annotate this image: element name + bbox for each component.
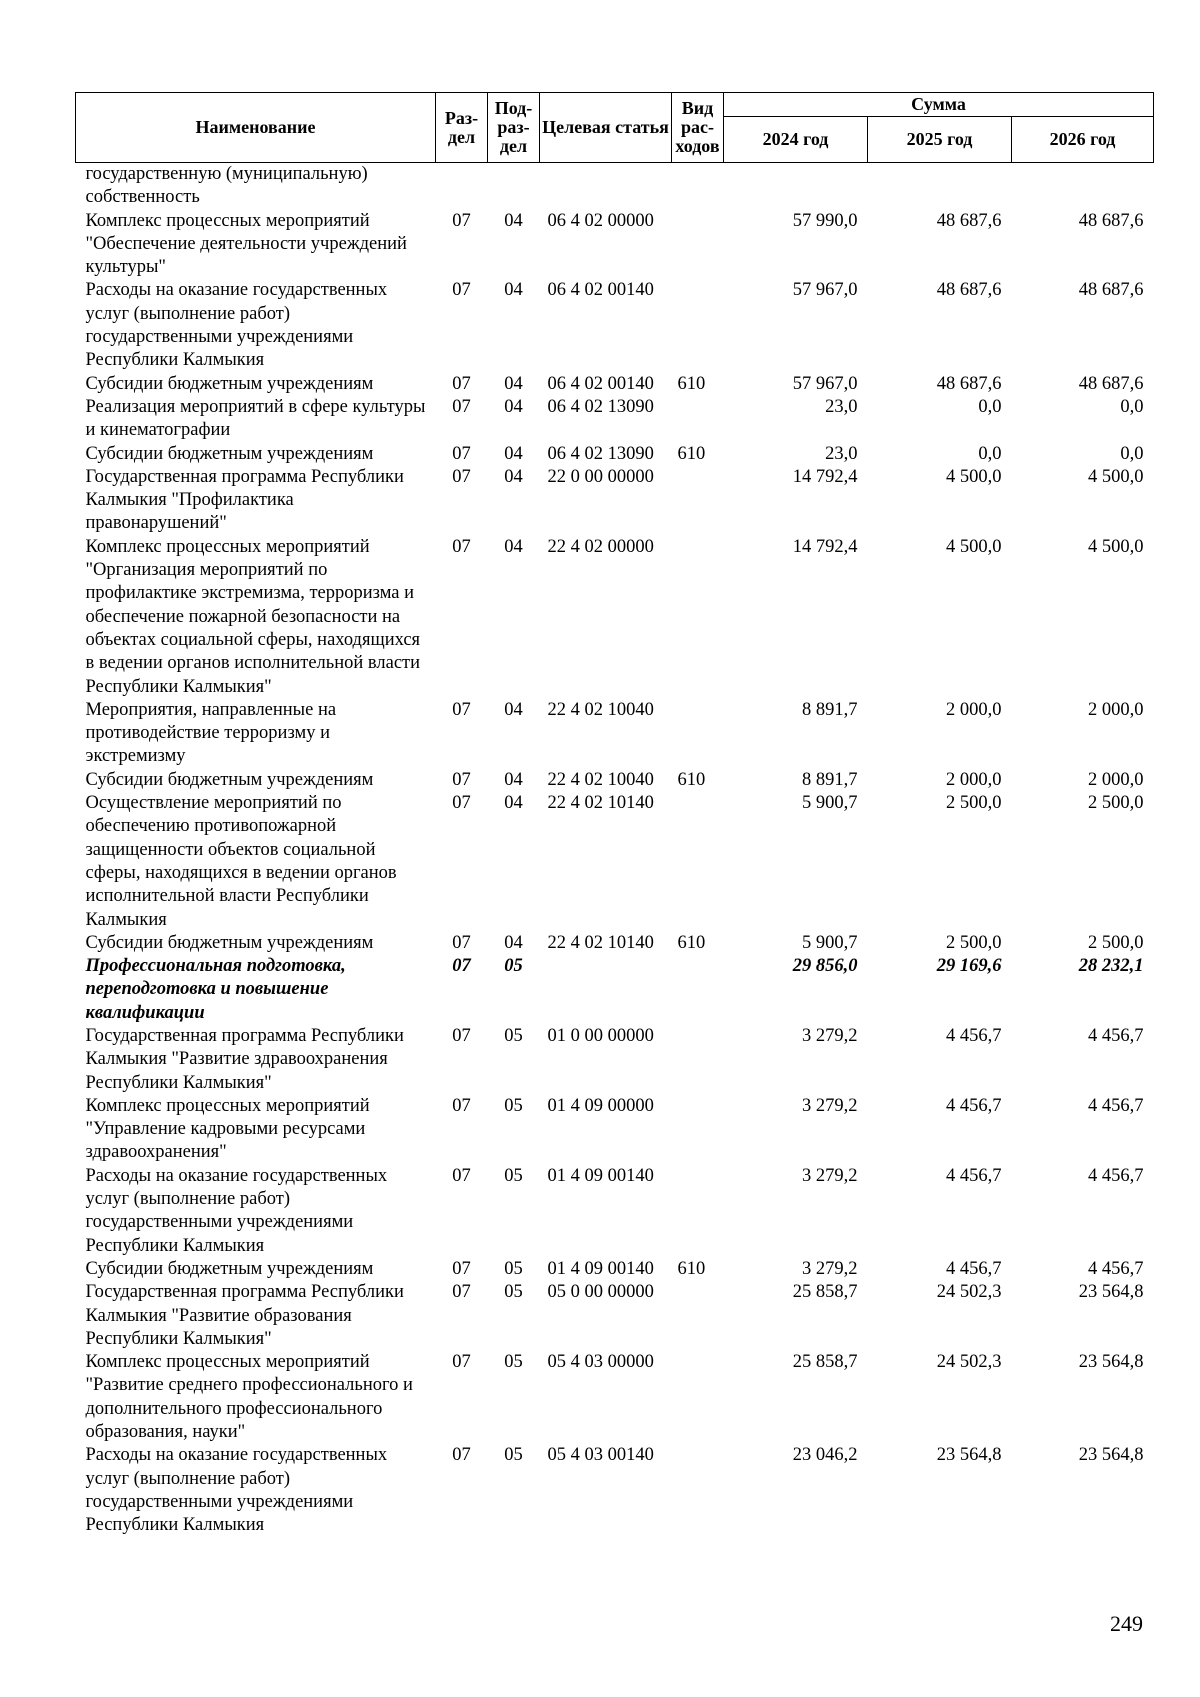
row-celevaya-statya: 22 4 02 00000 — [547, 536, 654, 557]
row-name: государственную (муниципальную) собственность — [85, 164, 368, 208]
row-sum-2026: 23 564,8 — [1078, 1352, 1144, 1373]
table-row — [76, 699, 1154, 769]
budget-table — [75, 92, 1154, 1538]
row-name: Профессиональная подготовка, переподготовка и повышение квалификации — [85, 956, 346, 1023]
row-sum-2024: 3 279,2 — [802, 1258, 858, 1279]
row-celevaya-statya: 22 0 00 00000 — [547, 466, 654, 487]
table-row — [76, 210, 1154, 280]
row-name: Субсидии бюджетным учреждениям — [85, 373, 374, 394]
row-razdel: 07 — [452, 536, 471, 557]
table-row — [76, 955, 1154, 1025]
header-year-2025: 2025 год — [868, 117, 1012, 163]
row-podrazdel: 05 — [504, 1095, 523, 1116]
row-vid-rashodov — [672, 1095, 724, 1165]
row-celevaya-statya — [540, 955, 672, 1025]
row-podrazdel: 04 — [504, 443, 523, 464]
row-sum-2025: 4 456,7 — [946, 1025, 1002, 1046]
row-vid-rashodov — [672, 163, 724, 210]
row-celevaya-statya: 22 4 02 10140 — [547, 793, 654, 814]
row-sum-2026 — [1012, 163, 1154, 210]
table-row — [76, 1025, 1154, 1095]
row-sum-2025: 24 502,3 — [936, 1282, 1002, 1303]
row-sum-2025: 4 500,0 — [946, 466, 1002, 487]
header-summa: Сумма — [724, 93, 1154, 117]
table-row — [76, 163, 1154, 210]
row-name: Субсидии бюджетным учреждениям — [85, 1258, 374, 1279]
row-sum-2024: 14 792,4 — [792, 466, 858, 487]
row-vid-rashodov: 610 — [677, 769, 706, 790]
row-vid-rashodov: 610 — [677, 932, 706, 953]
row-sum-2026: 48 687,6 — [1078, 373, 1144, 394]
row-podrazdel: 05 — [504, 956, 523, 977]
row-sum-2025: 0,0 — [978, 443, 1002, 464]
row-name: Мероприятия, направленные на противодействие терроризму и экстремизму — [85, 699, 337, 767]
table-row — [76, 396, 1154, 443]
row-sum-2026: 4 456,7 — [1088, 1258, 1144, 1279]
row-celevaya-statya: 05 0 00 00000 — [547, 1282, 654, 1303]
row-sum-2024: 14 792,4 — [792, 536, 858, 557]
row-sum-2024: 57 990,0 — [792, 210, 858, 231]
header-razdel: Раз- дел — [436, 93, 488, 163]
row-podrazdel: 04 — [504, 536, 523, 557]
row-sum-2024: 5 900,7 — [802, 793, 858, 814]
row-sum-2026: 48 687,6 — [1078, 210, 1144, 231]
row-sum-2024: 57 967,0 — [792, 373, 858, 394]
header-podrazdel: Под- раз- дел — [488, 93, 540, 163]
row-sum-2026: 0,0 — [1120, 396, 1144, 417]
row-name: Комплекс процессных мероприятий "Развитие среднего профессионального и дополнительного профессионального образования, науки" — [85, 1352, 413, 1443]
table-row — [76, 932, 1154, 955]
row-podrazdel: 04 — [504, 793, 523, 814]
row-sum-2026: 23 564,8 — [1078, 1282, 1144, 1303]
row-sum-2025: 48 687,6 — [936, 373, 1002, 394]
row-podrazdel: 04 — [504, 466, 523, 487]
row-vid-rashodov — [672, 1444, 724, 1537]
row-sum-2025: 4 456,7 — [946, 1165, 1002, 1186]
row-razdel: 07 — [452, 1445, 471, 1466]
row-sum-2025: 4 500,0 — [946, 536, 1002, 557]
row-sum-2025: 4 456,7 — [946, 1095, 1002, 1116]
row-sum-2026: 4 456,7 — [1088, 1025, 1144, 1046]
row-sum-2025: 2 500,0 — [946, 793, 1002, 814]
row-vid-rashodov: 610 — [677, 1258, 706, 1279]
row-sum-2024 — [724, 163, 868, 210]
table-row — [76, 443, 1154, 466]
row-name: Расходы на оказание государственных услуг (выполнение работ) государственными учреждениями Республики Калмыкия — [85, 1445, 388, 1536]
row-sum-2026: 4 500,0 — [1088, 466, 1144, 487]
row-celevaya-statya: 01 4 09 00140 — [547, 1258, 654, 1279]
row-vid-rashodov — [672, 210, 724, 280]
header-name: Наименование — [76, 93, 436, 163]
row-sum-2025: 48 687,6 — [936, 280, 1002, 301]
row-sum-2026: 2 500,0 — [1088, 793, 1144, 814]
row-razdel: 07 — [452, 1025, 471, 1046]
row-name: Государственная программа Республики Калмыкия "Профилактика правонарушений" — [85, 466, 404, 534]
row-podrazdel: 05 — [504, 1025, 523, 1046]
row-razdel: 07 — [452, 1352, 471, 1373]
page-number: 249 — [1110, 1611, 1143, 1636]
row-vid-rashodov — [672, 536, 724, 699]
row-podrazdel: 05 — [504, 1165, 523, 1186]
table-body — [76, 163, 1154, 1538]
header-year-2024: 2024 год — [724, 117, 868, 163]
row-podrazdel: 04 — [504, 769, 523, 790]
row-sum-2025 — [868, 163, 1012, 210]
table-header — [76, 93, 1154, 163]
row-celevaya-statya: 01 0 00 00000 — [547, 1025, 654, 1046]
row-name: Расходы на оказание государственных услуг (выполнение работ) государственными учреждениями Республики Калмыкия — [85, 280, 388, 371]
row-celevaya-statya: 05 4 03 00000 — [547, 1352, 654, 1373]
row-name: Государственная программа Республики Калмыкия "Развитие здравоохранения Республики Калмыкия" — [85, 1025, 404, 1093]
row-celevaya-statya — [540, 163, 672, 210]
row-razdel: 07 — [452, 956, 471, 977]
table-row — [76, 466, 1154, 536]
row-name: Субсидии бюджетным учреждениям — [85, 443, 374, 464]
row-celevaya-statya: 06 4 02 13090 — [547, 396, 654, 417]
table-row — [76, 792, 1154, 932]
row-sum-2024: 3 279,2 — [802, 1095, 858, 1116]
row-sum-2026: 4 456,7 — [1088, 1165, 1144, 1186]
row-name: Субсидии бюджетным учреждениям — [85, 769, 374, 790]
row-sum-2024: 23 046,2 — [792, 1445, 858, 1466]
row-podrazdel: 04 — [504, 373, 523, 394]
row-razdel — [436, 163, 488, 210]
table-row — [76, 373, 1154, 396]
row-razdel: 07 — [452, 373, 471, 394]
table-row — [76, 1281, 1154, 1351]
row-celevaya-statya: 06 4 02 00140 — [547, 373, 654, 394]
row-sum-2026: 48 687,6 — [1078, 280, 1144, 301]
row-name: Комплекс процессных мероприятий "Обеспечение деятельности учреждений культуры" — [85, 210, 407, 278]
row-celevaya-statya: 01 4 09 00140 — [547, 1165, 654, 1186]
row-celevaya-statya: 01 4 09 00000 — [547, 1095, 654, 1116]
row-sum-2025: 4 456,7 — [946, 1258, 1002, 1279]
row-vid-rashodov — [672, 1025, 724, 1095]
row-vid-rashodov — [672, 279, 724, 372]
row-sum-2024: 25 858,7 — [792, 1282, 858, 1303]
row-celevaya-statya: 22 4 02 10040 — [547, 699, 654, 720]
table-row — [76, 769, 1154, 792]
row-celevaya-statya: 22 4 02 10140 — [547, 932, 654, 953]
table-row — [76, 1095, 1154, 1165]
row-vid-rashodov: 610 — [677, 373, 706, 394]
row-vid-rashodov — [672, 1165, 724, 1258]
row-sum-2024: 23,0 — [825, 443, 858, 464]
row-vid-rashodov — [672, 1281, 724, 1351]
row-razdel: 07 — [452, 280, 471, 301]
row-razdel: 07 — [452, 396, 471, 417]
row-name: Субсидии бюджетным учреждениям — [85, 932, 374, 953]
row-podrazdel: 04 — [504, 396, 523, 417]
row-sum-2026: 2 000,0 — [1088, 699, 1144, 720]
row-celevaya-statya: 05 4 03 00140 — [547, 1445, 654, 1466]
row-razdel: 07 — [452, 210, 471, 231]
header-celevaya-statya: Целевая статья — [540, 93, 672, 163]
row-celevaya-statya: 22 4 02 10040 — [547, 769, 654, 790]
row-razdel: 07 — [452, 932, 471, 953]
row-sum-2024: 8 891,7 — [802, 769, 858, 790]
row-sum-2024: 23,0 — [825, 396, 858, 417]
row-podrazdel: 05 — [504, 1445, 523, 1466]
row-podrazdel: 05 — [504, 1282, 523, 1303]
row-sum-2024: 8 891,7 — [802, 699, 858, 720]
row-name: Расходы на оказание государственных услуг (выполнение работ) государственными учреждениями Республики Калмыкия — [85, 1165, 388, 1256]
row-sum-2025: 2 000,0 — [946, 769, 1002, 790]
header-vid-rashodov: Вид рас- ходов — [672, 93, 724, 163]
table-row — [76, 1351, 1154, 1444]
row-sum-2026: 23 564,8 — [1078, 1445, 1144, 1466]
row-name: Осуществление мероприятий по обеспечению противопожарной защищенности объектов социальной сферы, находящихся в ведении органов исполнительной власти Республики Калмыкия — [85, 793, 397, 930]
row-vid-rashodov — [672, 1351, 724, 1444]
row-razdel: 07 — [452, 769, 471, 790]
row-sum-2025: 2 500,0 — [946, 932, 1002, 953]
row-razdel: 07 — [452, 699, 471, 720]
table-row — [76, 1165, 1154, 1258]
row-razdel: 07 — [452, 1165, 471, 1186]
row-vid-rashodov: 610 — [677, 443, 706, 464]
header-year-2026: 2026 год — [1012, 117, 1154, 163]
row-name: Государственная программа Республики Калмыкия "Развитие образования Республики Калмыкия" — [85, 1282, 404, 1349]
row-sum-2024: 25 858,7 — [792, 1352, 858, 1373]
row-name: Комплекс процессных мероприятий "Управление кадровыми ресурсами здравоохранения" — [85, 1095, 370, 1163]
row-sum-2024: 3 279,2 — [802, 1165, 858, 1186]
row-sum-2026: 2 500,0 — [1088, 932, 1144, 953]
row-podrazdel: 04 — [504, 932, 523, 953]
row-name: Реализация мероприятий в сфере культуры и кинематографии — [85, 396, 426, 441]
row-celevaya-statya: 06 4 02 00000 — [547, 210, 654, 231]
row-razdel: 07 — [452, 793, 471, 814]
table-row — [76, 279, 1154, 372]
row-sum-2024: 57 967,0 — [792, 280, 858, 301]
row-sum-2025: 2 000,0 — [946, 699, 1002, 720]
row-vid-rashodov — [672, 792, 724, 932]
row-podrazdel: 04 — [504, 280, 523, 301]
budget-sheet — [75, 92, 1153, 1538]
row-sum-2025: 0,0 — [978, 396, 1002, 417]
row-vid-rashodov — [672, 466, 724, 536]
row-sum-2024: 3 279,2 — [802, 1025, 858, 1046]
row-razdel: 07 — [452, 1095, 471, 1116]
table-row — [76, 1444, 1154, 1537]
row-vid-rashodov — [672, 396, 724, 443]
row-sum-2024: 5 900,7 — [802, 932, 858, 953]
row-name: Комплекс процессных мероприятий "Организация мероприятий по профилактике экстремизма, терроризма и обеспечение пожарной безопасности на объектах социальной сферы, находящихся в ведении органов исполнительной власти Республики Калмыкия" — [85, 536, 421, 697]
row-podrazdel: 04 — [504, 699, 523, 720]
row-sum-2026: 2 000,0 — [1088, 769, 1144, 790]
row-sum-2026: 4 456,7 — [1088, 1095, 1144, 1116]
row-celevaya-statya: 06 4 02 00140 — [547, 280, 654, 301]
table-row — [76, 1258, 1154, 1281]
table-row — [76, 536, 1154, 699]
row-vid-rashodov — [672, 699, 724, 769]
row-razdel: 07 — [452, 443, 471, 464]
row-sum-2025: 29 169,6 — [936, 956, 1002, 977]
row-podrazdel: 05 — [504, 1352, 523, 1373]
row-razdel: 07 — [452, 466, 471, 487]
row-sum-2025: 48 687,6 — [936, 210, 1002, 231]
row-sum-2026: 28 232,1 — [1078, 956, 1144, 977]
row-celevaya-statya: 06 4 02 13090 — [547, 443, 654, 464]
row-sum-2025: 23 564,8 — [936, 1445, 1002, 1466]
row-vid-rashodov — [672, 955, 724, 1025]
row-sum-2024: 29 856,0 — [792, 956, 858, 977]
row-sum-2026: 4 500,0 — [1088, 536, 1144, 557]
row-sum-2025: 24 502,3 — [936, 1352, 1002, 1373]
row-podrazdel: 05 — [504, 1258, 523, 1279]
row-razdel: 07 — [452, 1282, 471, 1303]
row-podrazdel — [488, 163, 540, 210]
row-sum-2026: 0,0 — [1120, 443, 1144, 464]
row-razdel: 07 — [452, 1258, 471, 1279]
row-podrazdel: 04 — [504, 210, 523, 231]
